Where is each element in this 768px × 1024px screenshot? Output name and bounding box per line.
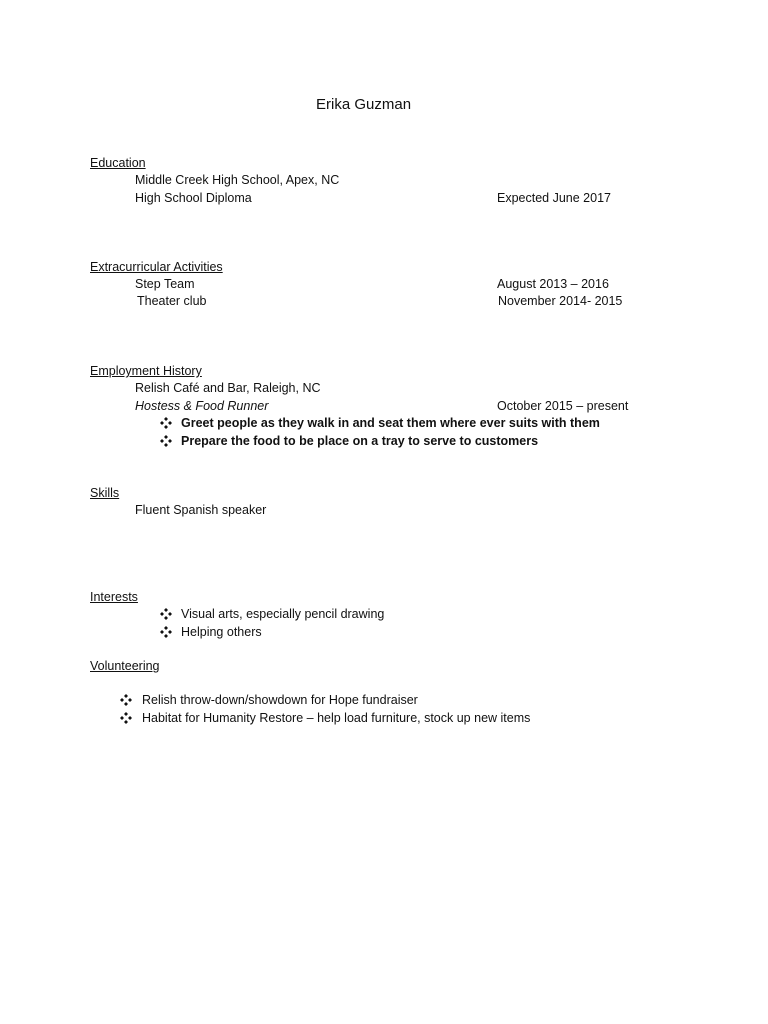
diamond-bullet-icon <box>160 417 172 429</box>
interests-item: Visual arts, especially pencil drawing <box>181 607 385 621</box>
skills-heading: Skills <box>90 486 120 500</box>
extracurricular-item-name: Theater club <box>137 294 207 308</box>
employment-duty: Greet people as they walk in and seat them where ever suits with them <box>181 416 600 430</box>
employment-heading: Employment History <box>90 364 202 378</box>
employment-duty: Prepare the food to be place on a tray to serve to customers <box>181 434 539 448</box>
education-diploma-date: Expected June 2017 <box>497 191 611 205</box>
volunteering-item: Habitat for Humanity Restore – help load furniture, stock up new items <box>142 711 531 725</box>
extracurricular-heading: Extracurricular Activities <box>90 260 223 274</box>
diamond-bullet-icon <box>160 626 172 638</box>
diamond-bullet-icon <box>120 712 132 724</box>
volunteering-heading: Volunteering <box>90 659 160 673</box>
diamond-bullet-icon <box>160 608 172 620</box>
volunteering-item: Relish throw-down/showdown for Hope fundraiser <box>142 693 418 707</box>
diamond-bullet-icon <box>120 694 132 706</box>
page-title: Erika Guzman <box>316 96 412 113</box>
extracurricular-item-date: August 2013 – 2016 <box>497 277 609 291</box>
education-heading: Education <box>90 156 146 170</box>
interests-heading: Interests <box>90 590 138 604</box>
education-school: Middle Creek High School, Apex, NC <box>135 173 340 187</box>
employment-role-date: October 2015 – present <box>497 399 629 413</box>
skills-item: Fluent Spanish speaker <box>135 503 267 517</box>
extracurricular-item-name: Step Team <box>135 277 195 291</box>
interests-item: Helping others <box>181 625 262 639</box>
education-diploma: High School Diploma <box>135 191 252 205</box>
diamond-bullet-icon <box>160 435 172 447</box>
extracurricular-item-date: November 2014- 2015 <box>498 294 623 308</box>
employment-role: Hostess & Food Runner <box>135 399 269 413</box>
employment-employer: Relish Café and Bar, Raleigh, NC <box>135 381 321 395</box>
